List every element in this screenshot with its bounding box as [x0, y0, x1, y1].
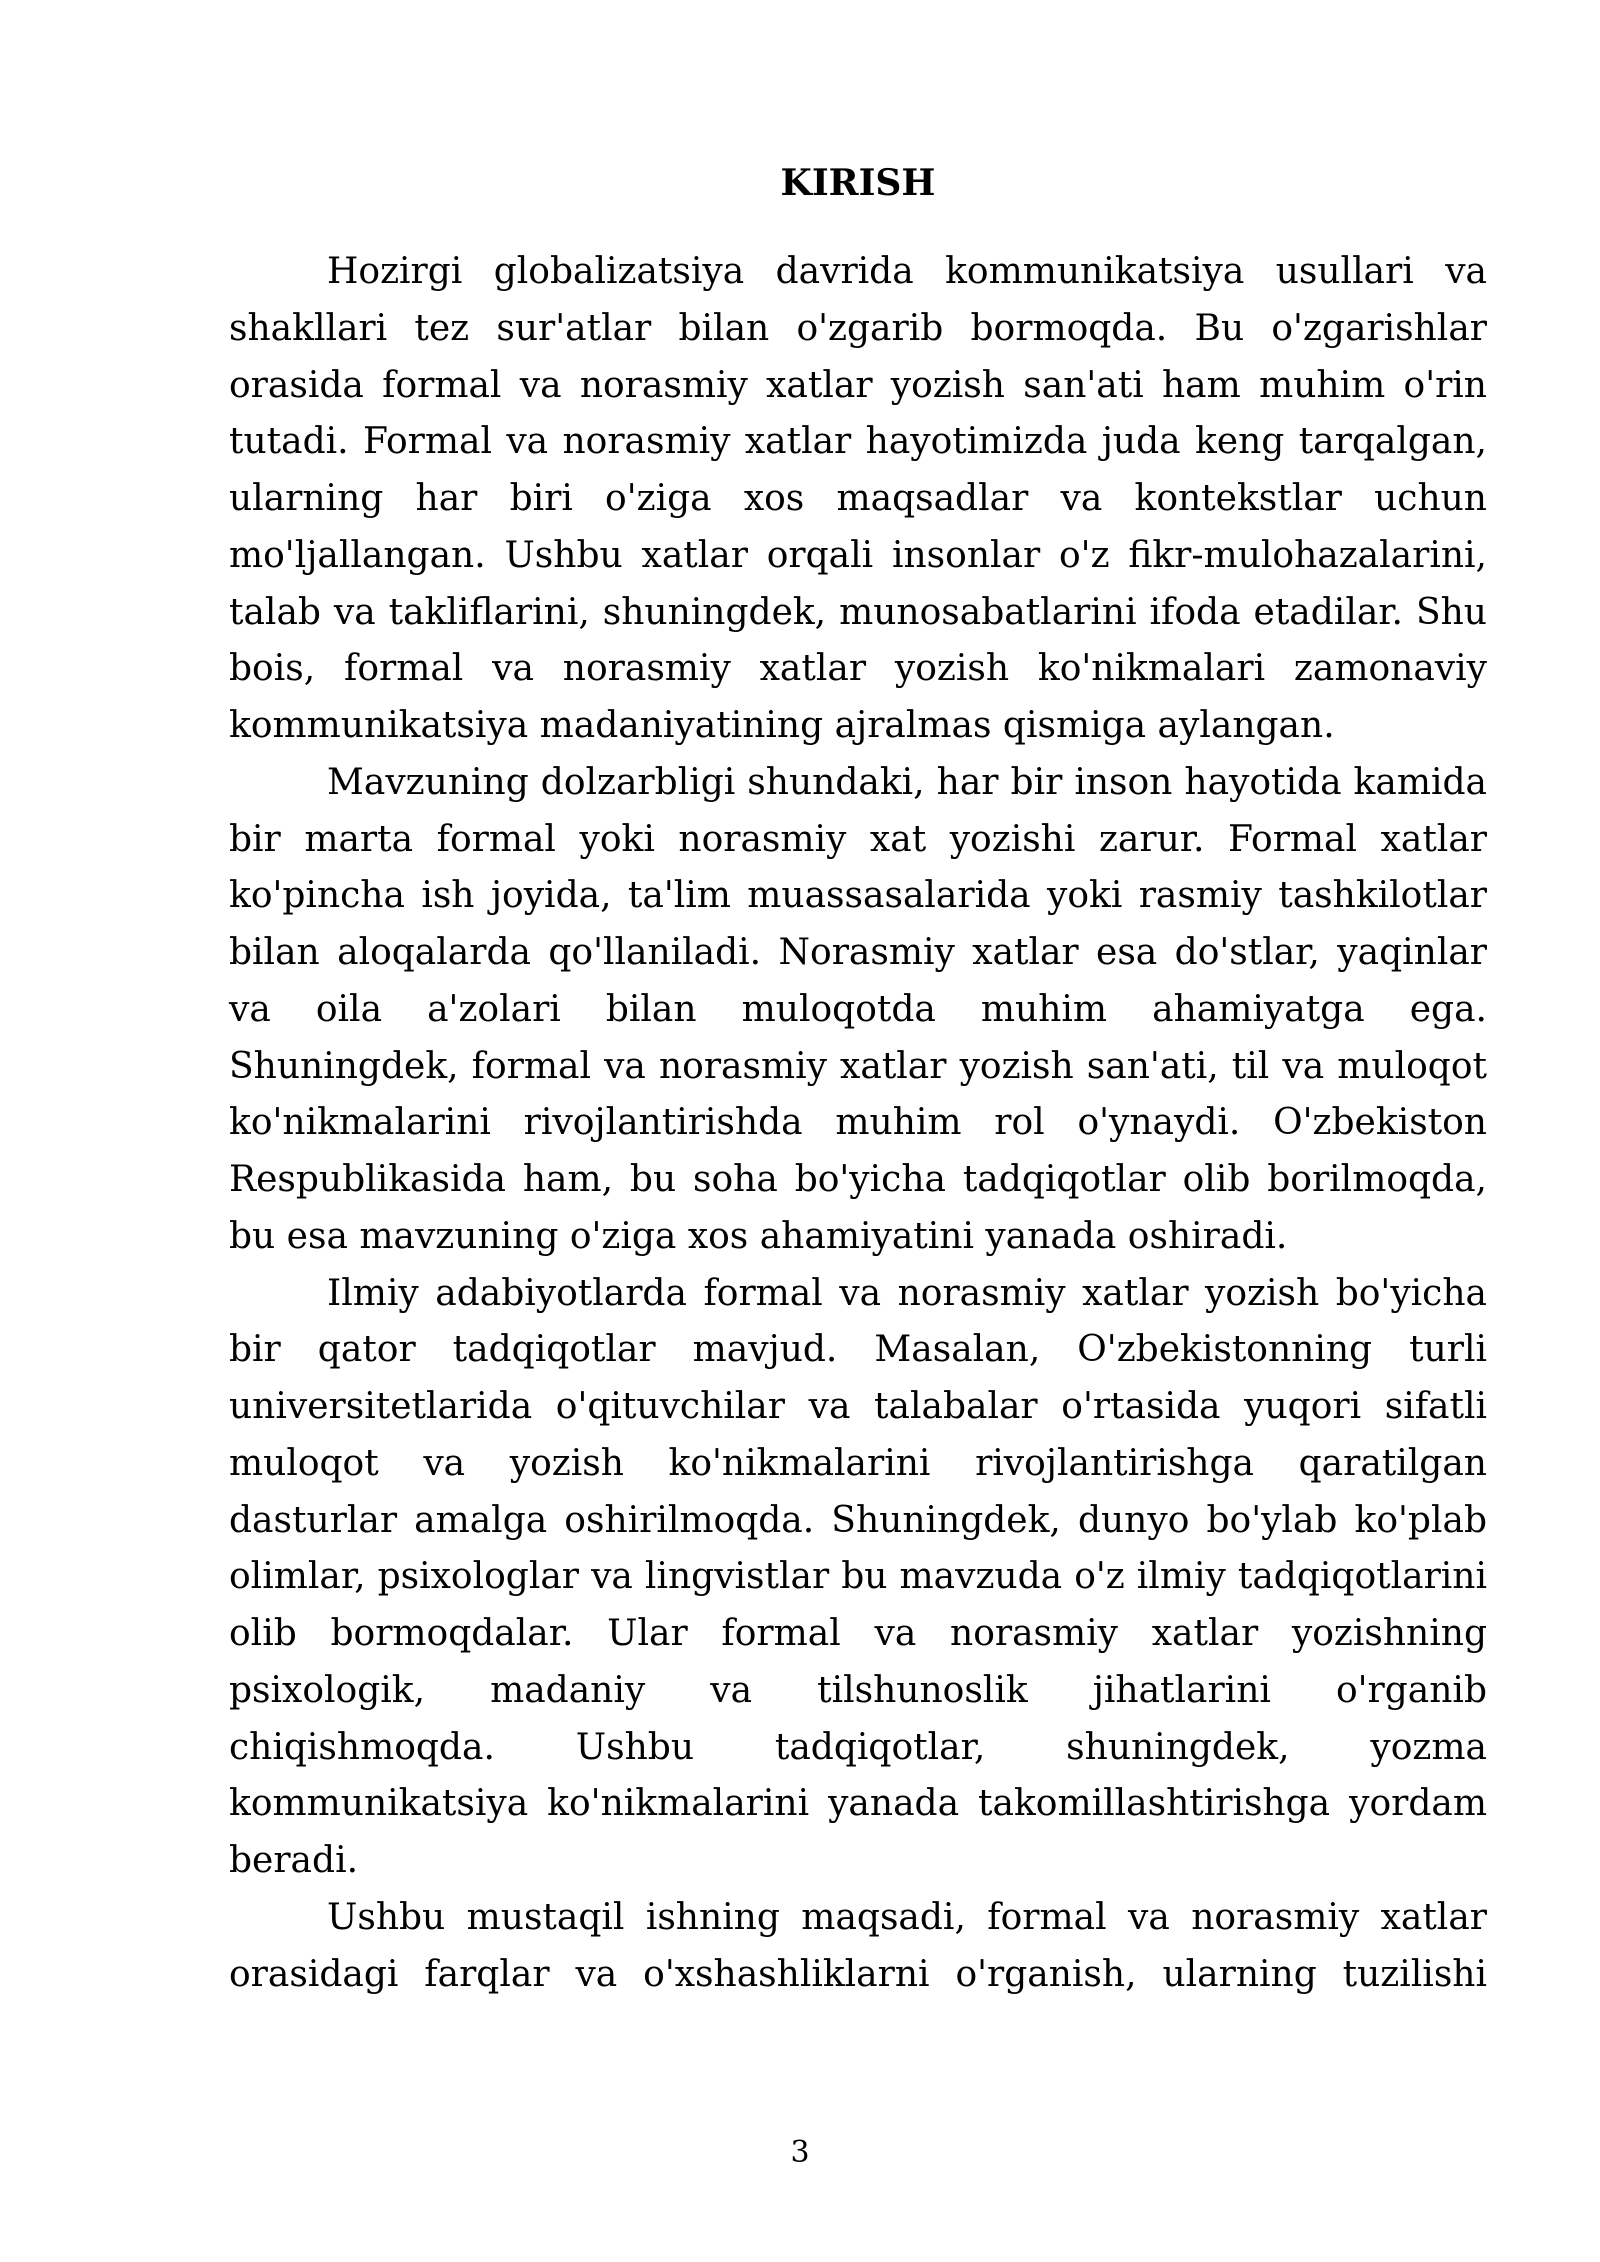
page-title: KIRISH: [780, 162, 936, 204]
paragraph-intro: Hozirgi globalizatsiya davrida kommunikatsiya usullari va shakllari tez sur'atlar bilan o'zgarib bormoqda. Bu o'zgarishlar orasida formal va norasmiy xatlar yozish san'ati ham muhim o'rin tutadi. Formal va norasmiy xatlar hayotimizda juda keng tarqalgan, ularning har biri o'ziga xos maqsadlar va kontekstlar uchun mo'ljallangan. Ushbu xatlar orqali insonlar o'z fikr-mulohazalarini, talab va takliflarini, shuningdek, munosabatlarini ifoda etadilar. Shu bois, formal va norasmiy xatlar yozish ko'nikmalari zamonaviy kommunikatsiya madaniyatining ajralmas qismiga aylangan.: [229, 251, 1487, 746]
page-number: 3: [790, 2135, 810, 2170]
body-text: [229, 244, 1487, 2003]
paragraph-purpose: Ushbu mustaqil ishning maqsadi, formal va norasmiy xatlar orasidagi farqlar va o'xshashliklarni o'rganish, ularning tuzilishi: [229, 1896, 1487, 1995]
paragraph-relevance: Mavzuning dolzarbligi shundaki, har bir inson hayotida kamida bir marta formal yoki norasmiy xat yozishi zarur. Formal xatlar ko'pincha ish joyida, ta'lim muassasalarida yoki rasmiy tashkilotlar bilan aloqalarda qo'llaniladi. Norasmiy xatlar esa do'stlar, yaqinlar va oila a'zolari bilan muloqotda muhim ahamiyatga ega. Shuningdek, formal va norasmiy xatlar yozish san'ati, til va muloqot ko'nikmalarini rivojlantirishda muhim rol o'ynaydi. O'zbekiston Respublikasida ham, bu soha bo'yicha tadqiqotlar olib borilmoqda, bu esa mavzuning o'ziga xos ahamiyatini yanada oshiradi.: [229, 761, 1487, 1257]
paragraph-literature: Ilmiy adabiyotlarda formal va norasmiy xatlar yozish bo'yicha bir qator tadqiqotlar mavjud. Masalan, O'zbekistonning turli universitetlarida o'qituvchilar va talabalar o'rtasida yuqori sifatli muloqot va yozish ko'nikmalarini rivojlantirishga qaratilgan dasturlar amalga oshirilmoqda. Shuningdek, dunyo bo'ylab ko'plab olimlar, psixologlar va lingvistlar bu mavzuda o'z ilmiy tadqiqotlarini olib bormoqdalar. Ular formal va norasmiy xatlar yozishning psixologik, madaniy va tilshunoslik jihatlarini o'rganib chiqishmoqda. Ushbu tadqiqotlar, shuningdek, yozma kommunikatsiya ko'nikmalarini yanada takomillashtirishga yordam beradi.: [229, 1272, 1487, 1881]
